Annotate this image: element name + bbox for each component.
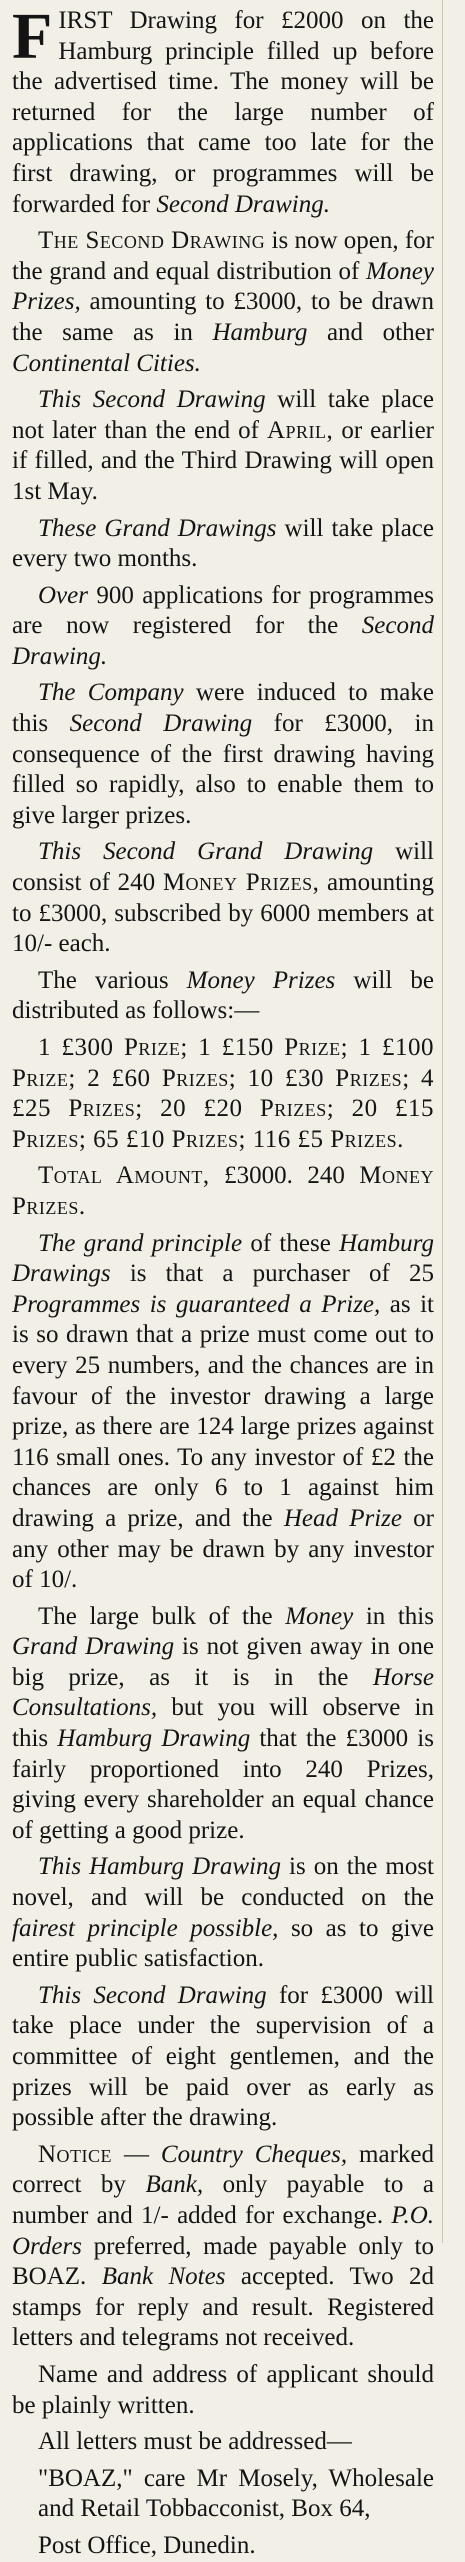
- total-amount-line: Total Amount, £3000. 240 Money Prizes.: [12, 1162, 434, 1220]
- bulk-money-paragraph: The large bulk of the Money in this Grand Drawing is not given away in one big prize, as it is in the Horse Consultations, but you will observe in this Hamburg Drawing that the £3000 is fairly proportioned into 240 Prizes, giving every shareholder an equal chance of getting a good prize.: [12, 1602, 435, 1844]
- novel-paragraph: This Hamburg Drawing is on the most novel, and will be conducted on the fairest principle possible, so as to give entire public satisfaction.: [12, 1853, 435, 1973]
- second-drawing-paragraph: The Second Drawing is now open, for the grand and equal distribution of Money Prizes, amounting to £3000, to be drawn the same as in Hamburg and other Continental Cities.: [12, 227, 435, 377]
- drop-cap: F: [12, 0, 53, 73]
- applications-paragraph: Over 900 applications for programmes are now registered for the Second Drawing.: [12, 581, 434, 670]
- letters-paragraph: All letters must be addressed—: [38, 2428, 352, 2456]
- distribution-paragraph: The various Money Prizes will be distributed as follows:—: [12, 966, 434, 1025]
- prize-list: 1 £300 Prize; 1 £150 Prize; 1 £100 Prize; 2 £60 Prizes; 10 £30 Prizes; 4 £25 Prizes; 20 £20 Prizes; 20 £15 Prizes; 65 £10 Prizes; 116 £5 Prizes.: [12, 1034, 434, 1153]
- address-line-2: Post Office, Dunedin.: [38, 2531, 256, 2559]
- grand-principle-paragraph: The grand principle of these Hamburg Drawings is that a purchaser of 25 Programmes is guaranteed a Prize, as it is so drawn that a prize must come out to every 25 numbers, and the chances are in favour of the investor drawing a large prize, as there are 124 large prizes against 116 small ones. To any investor of £2 the chances are only 6 to 1 against him drawing a prize, and the Head Prize or any other may be drawn by any investor of 10/.: [12, 1229, 435, 1594]
- intro-paragraph: FIRST Drawing for £2000 on the Hamburg principle filled up before the advertised time. The money will be returned for the large number of applications that came too late for the first drawing, or programmes will be forwarded for Second Drawing.: [12, 0, 434, 218]
- committee-paragraph: This Second Drawing for £3000 will take place under the supervision of a committee of eight gentlemen, and the prizes will be paid over as early as possible after the drawing.: [12, 1981, 434, 2132]
- notice-paragraph: Notice — Country Cheques, marked correct by Bank, only payable to a number and 1/- added for exchange. P.O. Orders preferred, made payable only to BOAZ. Bank Notes accepted. Two 2d stamps for reply and result. Registered letters and telegrams not received.: [12, 2140, 434, 2352]
- schedule-paragraph: This Second Drawing will take place not later than the end of April, or earlier if filled, and the Third Drawing will open 1st May.: [12, 386, 434, 505]
- company-paragraph: The Company were induced to make this Second Drawing for £3000, in consequence of the first drawing having filled so rapidly, also to enable them to give larger prizes.: [12, 679, 435, 829]
- name-address-paragraph: Name and address of applicant should be plainly written.: [12, 2360, 434, 2419]
- consist-paragraph: This Second Grand Drawing will consist of 240 Money Prizes, amounting to £3000, subscribed by 6000 members at 10/- each.: [12, 838, 434, 958]
- frequency-paragraph: These Grand Drawings will take place every two months.: [12, 514, 434, 573]
- address-line-1: "BOAZ," care Mr Mosely, Wholesale and Retail Tobbacconist, Box 64,: [38, 2464, 434, 2523]
